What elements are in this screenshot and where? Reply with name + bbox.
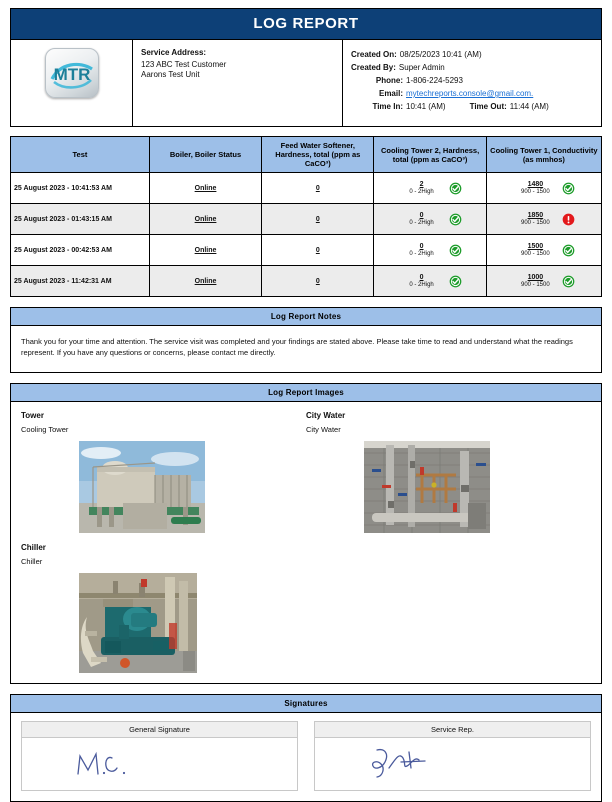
cell-test-date: 25 August 2023 - 01:43:15 AM xyxy=(11,204,150,235)
readings-table-wrap xyxy=(10,136,602,297)
boiler-status-link[interactable]: Online xyxy=(194,246,217,254)
feed-water-value: 0 xyxy=(315,246,320,254)
page-title: LOG REPORT xyxy=(11,9,601,40)
cell-test-date: 25 August 2023 - 10:41:53 AM xyxy=(11,173,150,204)
email-row xyxy=(351,87,595,100)
svg-text:MTR: MTR xyxy=(53,65,90,84)
time-row xyxy=(351,100,595,113)
ct2-value: 2 xyxy=(419,181,424,188)
cell-feed-water xyxy=(262,204,374,235)
status-alert-icon xyxy=(562,213,575,226)
cell-test-date: 25 August 2023 - 00:42:53 AM xyxy=(11,235,150,266)
table-row xyxy=(11,173,602,204)
image-item-chiller xyxy=(21,543,306,673)
ct2-range: 0 - 2High xyxy=(409,282,434,288)
image-caption: Chiller xyxy=(21,557,43,566)
created-on-value: 08/25/2023 10:41 (AM) xyxy=(399,50,482,59)
general-signature-pad[interactable] xyxy=(21,738,298,791)
notes-text: Thank you for your time and attention. The service visit was completed and your findings are stated above. Please take time to read and understand what the readings represent. If you have any questions or concerns, please contact me directly. xyxy=(21,337,573,357)
cell-boiler-status xyxy=(149,173,261,204)
image-title: Tower xyxy=(21,411,44,420)
mtr-logo-icon xyxy=(45,48,99,98)
notes-band-title: Log Report Notes xyxy=(11,308,601,326)
created-on-label: Created On: xyxy=(351,50,397,59)
status-ok-icon xyxy=(562,182,575,195)
cell-cooling-tower-2 xyxy=(374,173,486,204)
feed-water-value: 0 xyxy=(315,184,320,192)
phone-row xyxy=(351,74,595,87)
report-header-block xyxy=(10,8,602,127)
signatures-band-title: Signatures xyxy=(11,695,601,713)
logo-cell xyxy=(11,40,133,126)
email-link[interactable]: mytechreports.console@gmail.com. xyxy=(406,89,534,98)
cell-cooling-tower-1 xyxy=(486,266,601,297)
service-rep-label: Service Rep. xyxy=(314,721,591,738)
ct2-range: 0 - 2High xyxy=(409,220,434,226)
cell-feed-water xyxy=(262,235,374,266)
service-address-cell xyxy=(133,40,343,126)
status-ok-icon xyxy=(449,182,462,195)
ct1-range: 900 - 1500 xyxy=(521,251,550,257)
ct2-value: 0 xyxy=(419,212,424,219)
table-header-row xyxy=(11,137,602,173)
col-boiler-status: Boiler, Boiler Status xyxy=(149,137,261,173)
ct2-range: 0 - 2High xyxy=(409,189,434,195)
ct1-value: 1850 xyxy=(527,212,544,219)
status-ok-icon xyxy=(449,244,462,257)
cell-feed-water xyxy=(262,173,374,204)
feed-water-value: 0 xyxy=(315,277,320,285)
signatures-block xyxy=(10,694,602,802)
ct2-value: 0 xyxy=(419,274,424,281)
status-ok-icon xyxy=(562,244,575,257)
city-water-piping-photo[interactable] xyxy=(364,441,490,533)
ct2-value: 0 xyxy=(419,243,424,250)
report-meta-cell xyxy=(343,40,601,126)
cell-cooling-tower-2 xyxy=(374,204,486,235)
boiler-status-link[interactable]: Online xyxy=(194,277,217,285)
image-caption: Cooling Tower xyxy=(21,425,69,434)
ct1-value: 1500 xyxy=(527,243,544,250)
time-in-value: 10:41 (AM) xyxy=(406,102,446,111)
ct1-value: 1000 xyxy=(527,274,544,281)
unit-name: Aarons Test Unit xyxy=(141,70,200,79)
log-report-notes-block xyxy=(10,307,602,373)
image-caption: City Water xyxy=(306,425,341,434)
col-cooling-tower-1: Cooling Tower 1, Conductivity (as mmhos) xyxy=(486,137,601,173)
created-by-row xyxy=(351,61,595,74)
table-row xyxy=(11,266,602,297)
time-in-label: Time In: xyxy=(372,102,403,111)
cooling-tower-photo[interactable] xyxy=(79,441,205,533)
table-row xyxy=(11,235,602,266)
cell-feed-water xyxy=(262,266,374,297)
image-item-tower xyxy=(21,411,306,533)
phone-value: 1-806-224-5293 xyxy=(406,76,463,85)
status-ok-icon xyxy=(562,275,575,288)
image-item-city-water xyxy=(306,411,591,533)
ct1-range: 900 - 1500 xyxy=(521,220,550,226)
ct1-range: 900 - 1500 xyxy=(521,282,550,288)
ct1-range: 900 - 1500 xyxy=(521,189,550,195)
time-out-value: 11:44 (AM) xyxy=(509,102,549,111)
cell-cooling-tower-1 xyxy=(486,235,601,266)
log-report-images-block xyxy=(10,383,602,684)
service-rep-signature-col xyxy=(314,721,591,791)
ct1-value: 1480 xyxy=(527,181,544,188)
email-label: Email: xyxy=(378,89,403,98)
created-by-value: Super Admin xyxy=(398,63,445,72)
service-address-label: Service Address: xyxy=(141,48,207,57)
chiller-photo[interactable] xyxy=(79,573,197,673)
service-rep-signature-pad[interactable] xyxy=(314,738,591,791)
time-out-label: Time Out: xyxy=(469,102,507,111)
cell-cooling-tower-1 xyxy=(486,204,601,235)
col-cooling-tower-2: Cooling Tower 2, Hardness, total (ppm as CaCO³) xyxy=(374,137,486,173)
status-ok-icon xyxy=(449,213,462,226)
cell-cooling-tower-1 xyxy=(486,173,601,204)
cell-cooling-tower-2 xyxy=(374,235,486,266)
cell-cooling-tower-2 xyxy=(374,266,486,297)
col-test: Test xyxy=(11,137,150,173)
cell-boiler-status xyxy=(149,266,261,297)
phone-label: Phone: xyxy=(375,76,403,85)
ct2-range: 0 - 2High xyxy=(409,251,434,257)
general-signature-label: General Signature xyxy=(21,721,298,738)
table-row xyxy=(11,204,602,235)
general-signature-col xyxy=(21,721,298,791)
images-band-title: Log Report Images xyxy=(11,384,601,402)
readings-table xyxy=(10,136,602,297)
cell-boiler-status xyxy=(149,235,261,266)
boiler-status-link[interactable]: Online xyxy=(194,184,217,192)
created-by-label: Created By: xyxy=(351,63,396,72)
customer-name: 123 ABC Test Customer xyxy=(141,60,227,69)
image-title: City Water xyxy=(306,411,346,420)
boiler-status-link[interactable]: Online xyxy=(194,215,217,223)
image-title: Chiller xyxy=(21,543,46,552)
created-on-row xyxy=(351,48,595,61)
feed-water-value: 0 xyxy=(315,215,320,223)
col-feed-water-softener: Feed Water Softener, Hardness, total (ppm as CaCO³) xyxy=(262,137,374,173)
cell-boiler-status xyxy=(149,204,261,235)
cell-test-date: 25 August 2023 - 11:42:31 AM xyxy=(11,266,150,297)
status-ok-icon xyxy=(449,275,462,288)
